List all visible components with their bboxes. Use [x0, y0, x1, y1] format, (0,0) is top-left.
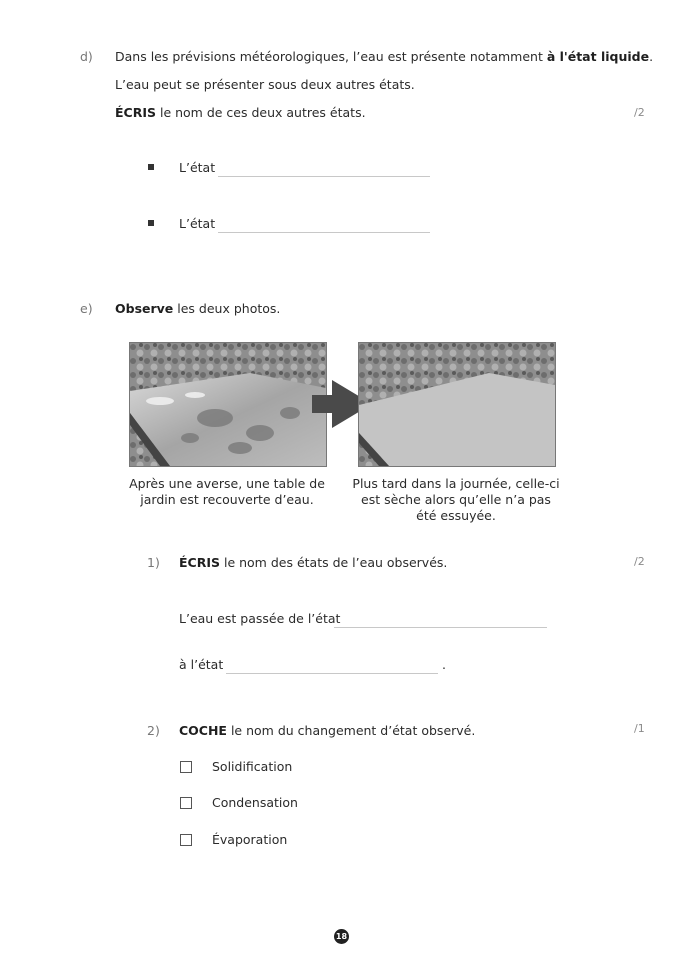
- page-number: 18: [334, 929, 349, 944]
- answer-label-1: L’état: [179, 160, 216, 175]
- bullet-icon: [148, 164, 154, 170]
- sub2-points: /1: [634, 722, 645, 735]
- question-d-line1-end: .: [649, 49, 654, 64]
- sub2-instruction-text: le nom du changement d’état observé.: [226, 723, 476, 738]
- question-d-instruction: [115, 105, 366, 120]
- sub1-instruction-bold: ÉCRIS: [179, 555, 220, 570]
- question-d-line1-bold: à l'état liquide: [546, 49, 650, 64]
- sub1-answer-line-b[interactable]: [226, 673, 438, 674]
- question-e-label: e): [80, 301, 93, 316]
- option-solidification: Solidification: [212, 759, 293, 774]
- question-e-intro: [115, 301, 280, 316]
- sub1-label: 1): [147, 555, 160, 570]
- sub1-line-b-label: à l’état: [179, 657, 224, 672]
- question-d-line1-text: Dans les prévisions météorologiques, l’eau est présente notamment: [115, 49, 547, 64]
- checkbox-condensation[interactable]: [180, 797, 192, 809]
- photo1-caption: Après une averse, une table de jardin est recouverte d’eau.: [129, 476, 325, 507]
- question-d-line1: [115, 49, 653, 64]
- checkbox-solidification[interactable]: [180, 761, 192, 773]
- checkbox-evaporation[interactable]: [180, 834, 192, 846]
- sub2-instruction: [179, 723, 475, 738]
- question-d-points: /2: [634, 106, 645, 119]
- sub1-line-a-label: L’eau est passée de l’état: [179, 611, 341, 626]
- sub2-instruction-bold: COCHE: [179, 723, 227, 738]
- question-d-instruction-text: le nom de ces deux autres états.: [156, 105, 366, 120]
- photo2-caption: Plus tard dans la journée, celle-ci est sèche alors qu’elle n’a pas été essuyée.: [352, 476, 560, 523]
- sub1-instruction: [179, 555, 447, 570]
- option-condensation: Condensation: [212, 795, 298, 810]
- question-d-line2: L’eau peut se présenter sous deux autres états.: [115, 77, 415, 92]
- question-e-intro-text: les deux photos.: [173, 301, 281, 316]
- sub1-answer-line-a[interactable]: [334, 627, 547, 628]
- question-d-instruction-bold: ÉCRIS: [115, 105, 156, 120]
- sub1-instruction-text: le nom des états de l’eau observés.: [220, 555, 448, 570]
- question-d-label: d): [80, 49, 93, 64]
- sub2-label: 2): [147, 723, 160, 738]
- bullet-icon: [148, 220, 154, 226]
- photo-dry-table: [358, 342, 556, 467]
- sub1-points: /2: [634, 555, 645, 568]
- answer-line-1[interactable]: [218, 176, 430, 177]
- option-evaporation: Évaporation: [212, 832, 288, 847]
- photo-wet-table: [129, 342, 327, 467]
- answer-line-2[interactable]: [218, 232, 430, 233]
- answer-label-2: L’état: [179, 216, 216, 231]
- sub1-line-b-end: .: [442, 657, 446, 672]
- question-e-intro-bold: Observe: [115, 301, 174, 316]
